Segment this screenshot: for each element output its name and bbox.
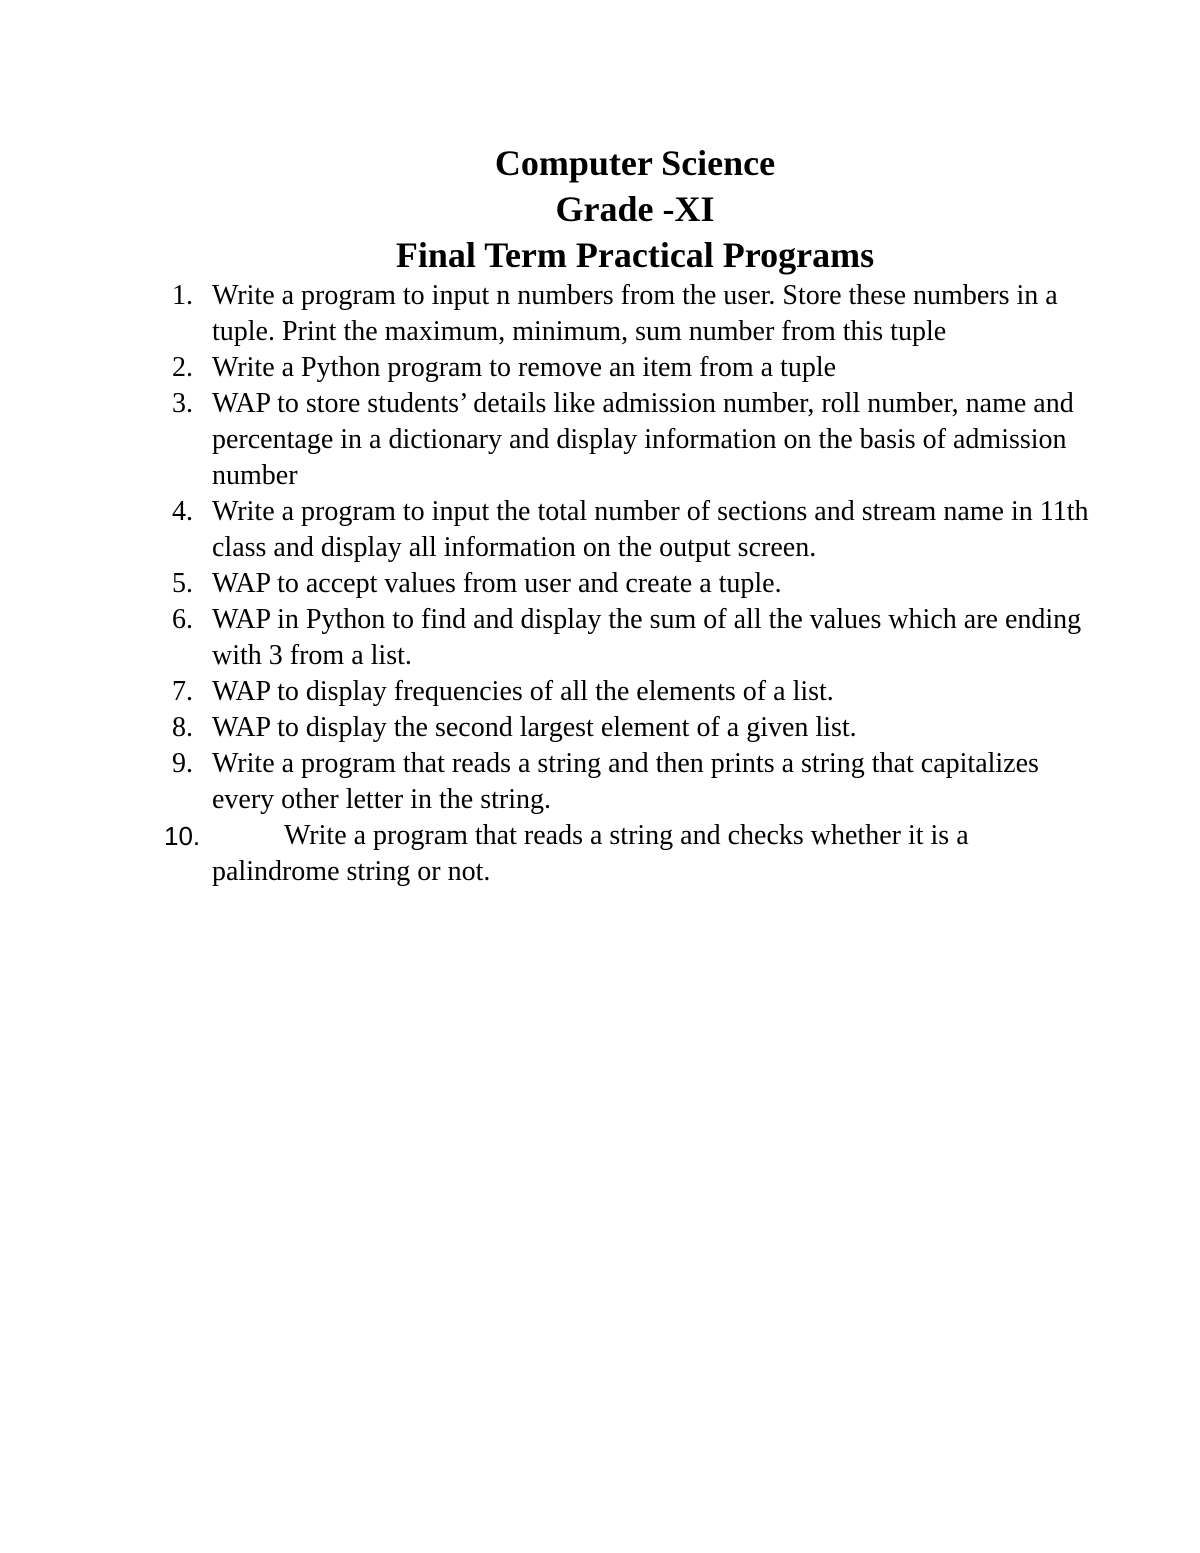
program-item-9: [172, 746, 1092, 818]
program-text: Write a program that reads a string and then prints a string that capitalizes every other letter in the string.: [212, 748, 1039, 815]
program-item-3: [172, 386, 1092, 494]
program-item-4: [172, 494, 1092, 566]
title-line-exam: Final Term Practical Programs: [395, 235, 875, 275]
program-item-10: [164, 818, 1092, 890]
document-title: [0, 140, 1200, 278]
program-number: 2.: [172, 352, 193, 383]
program-number: 1.: [172, 280, 193, 311]
program-item-8: [172, 710, 1092, 746]
program-number: 5.: [172, 568, 193, 599]
program-text: Write a Python program to remove an item from a tuple: [212, 352, 837, 383]
program-item-7: [172, 674, 1092, 710]
program-item-5: [172, 566, 1092, 602]
program-number: 7.: [172, 676, 193, 707]
program-item-2: [172, 350, 1092, 386]
program-number: 8.: [172, 712, 193, 743]
title-line-subject: Computer Science: [494, 143, 776, 183]
program-text: Write a program that reads a string and checks whether it is a palindrome string or not.: [212, 820, 969, 887]
program-text: WAP in Python to find and display the sum of all the values which are ending with 3 from a list.: [212, 604, 1082, 671]
program-number: 4.: [172, 496, 193, 527]
title-line-grade: Grade -XI: [555, 189, 715, 229]
program-text: WAP to store students’ details like admission number, roll number, name and percentage in a dictionary and display information on the basis of admission number: [212, 388, 1074, 491]
program-text: Write a program to input the total number of sections and stream name in 11th class and display all information on the output screen.: [212, 496, 1089, 563]
program-text: WAP to display the second largest element of a given list.: [212, 712, 857, 743]
program-number: 6.: [172, 604, 193, 635]
program-item-6: [172, 602, 1092, 674]
program-text: Write a program to input n numbers from the user. Store these numbers in a tuple. Print the maximum, minimum, sum number from this tuple: [212, 280, 1058, 347]
program-item-1: [172, 278, 1092, 350]
program-text: WAP to accept values from user and create a tuple.: [212, 568, 782, 599]
program-number: 9.: [172, 748, 193, 779]
program-text: WAP to display frequencies of all the elements of a list.: [212, 676, 834, 707]
program-number: 3.: [172, 388, 193, 419]
program-number: 10.: [164, 821, 201, 851]
program-list: [164, 278, 1092, 890]
